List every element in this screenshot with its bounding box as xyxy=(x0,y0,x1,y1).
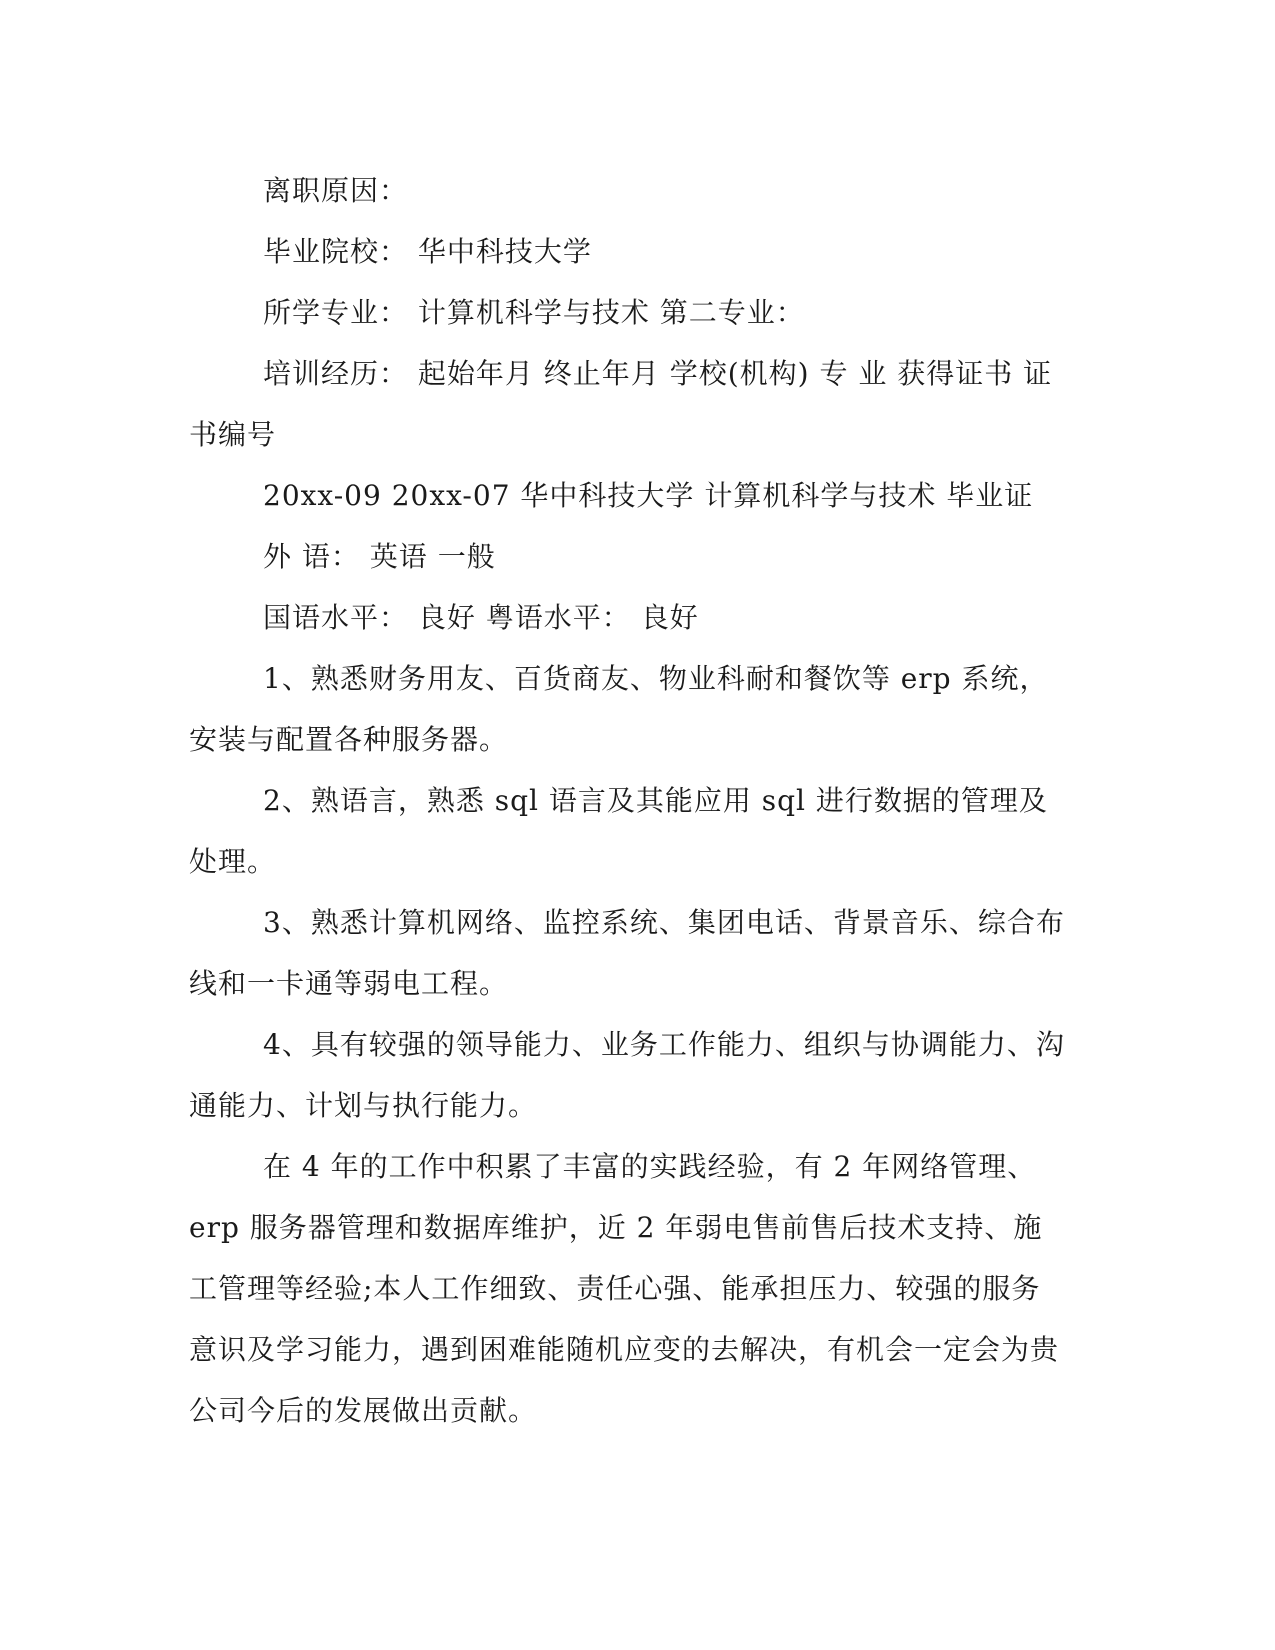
training-header-line: 培训经历： 起始年月 终止年月 学校(机构) 专 业 获得证书 证书编号 xyxy=(189,357,1053,451)
training-record-line: 20xx-09 20xx-07 华中科技大学 计算机科学与技术 毕业证 xyxy=(263,479,1034,512)
document-body xyxy=(189,160,1069,1441)
foreign-language-line: 外 语： 英语 一般 xyxy=(263,540,496,573)
graduate-school-line: 毕业院校： 华中科技大学 xyxy=(263,235,592,268)
self-evaluation-paragraph: 在 4 年的工作中积累了丰富的实践经验，有 2 年网络管理、erp 服务器管理和数据库维护，近 2 年弱电售前售后技术支持、施工管理等经验;本人工作细致、责任心强、能承担压力、较强的服务意识及学习能力，遇到困难能随机应变的去解决，有机会一定会为贵公司今后的发展做出贡献。 xyxy=(189,1150,1060,1427)
skill-item-3: 3、熟悉计算机网络、监控系统、集团电话、背景音乐、综合布线和一卡通等弱电工程。 xyxy=(189,906,1065,1000)
dialect-level-line: 国语水平： 良好 粤语水平： 良好 xyxy=(263,601,699,634)
skill-item-2: 2、熟语言，熟悉 sql 语言及其能应用 sql 进行数据的管理及处理。 xyxy=(189,784,1048,878)
skill-item-1: 1、熟悉财务用友、百货商友、物业科耐和餐饮等 erp 系统，安装与配置各种服务器。 xyxy=(189,662,1049,756)
skill-item-4: 4、具有较强的领导能力、业务工作能力、组织与协调能力、沟通能力、计划与执行能力。 xyxy=(189,1028,1065,1122)
major-line: 所学专业： 计算机科学与技术 第二专业： xyxy=(263,296,805,329)
leave-reason-line: 离职原因： xyxy=(263,174,409,207)
